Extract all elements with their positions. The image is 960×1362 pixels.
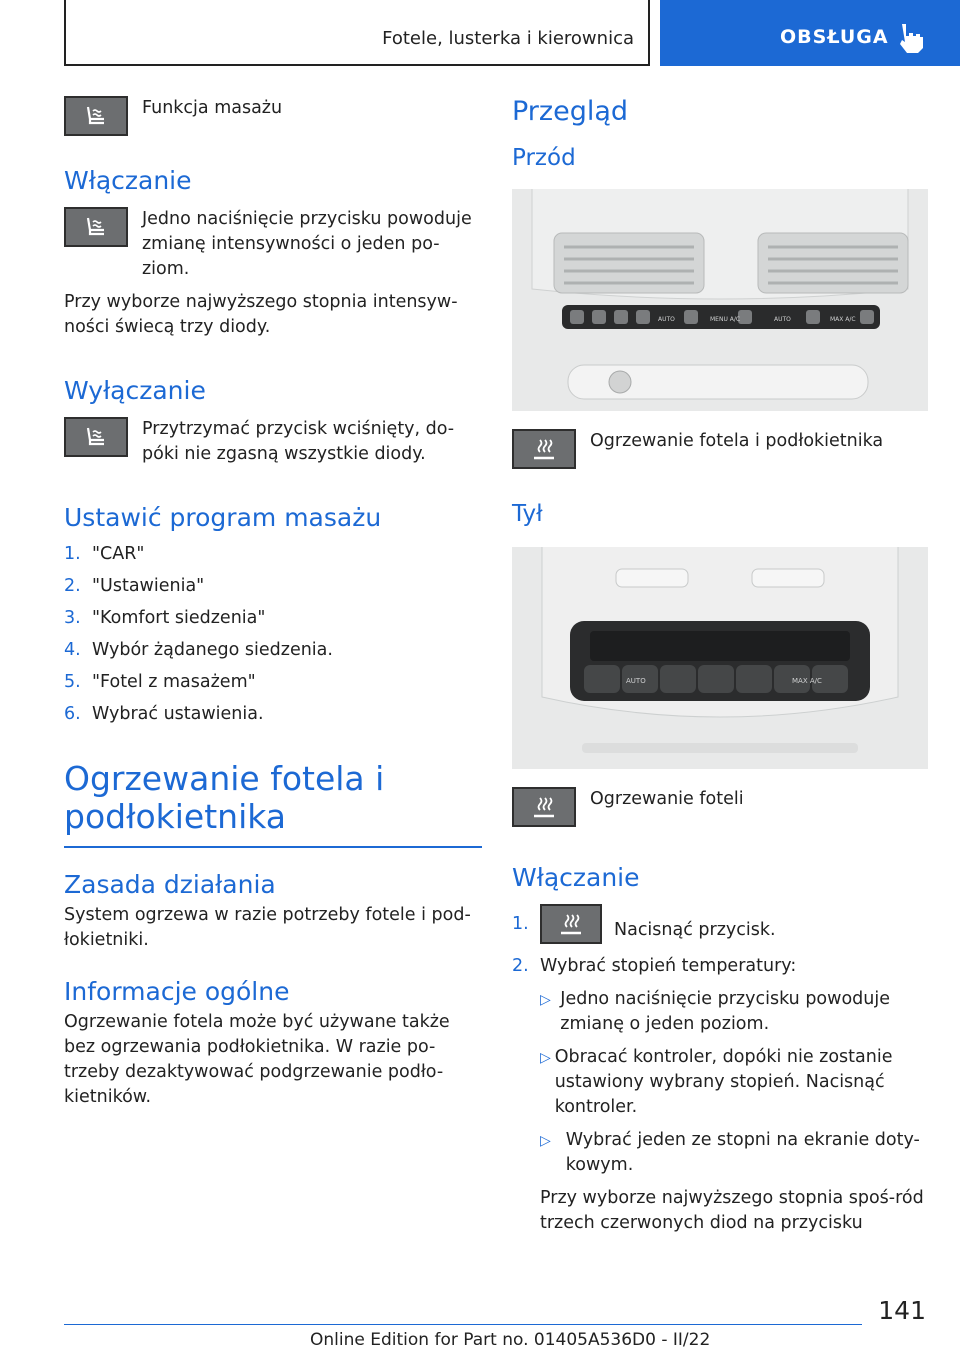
section-divider (64, 846, 482, 848)
program-heading: Ustawić program masażu (64, 503, 382, 532)
closing-text: Przy wyborze najwyższego stopnia spoś-ród trzech czerwonych diod na przycisku (540, 1188, 924, 1233)
page-number: 141 (878, 1296, 926, 1325)
step-text: "Ustawienia" (92, 576, 205, 596)
massage-button-icon (64, 207, 128, 247)
massage-button-icon (64, 96, 128, 136)
off-icon-row (64, 417, 482, 467)
list-item (540, 1045, 928, 1120)
step-text: Wybrać ustawienia. (92, 704, 264, 724)
massage-icon-row (64, 96, 482, 136)
front-console-illustration (512, 189, 928, 411)
footer-divider (64, 1324, 862, 1325)
step-number: 5. (64, 672, 81, 692)
rear-console-illustration (512, 547, 928, 769)
step-number: 2. (64, 576, 81, 596)
step-number: 1. (512, 914, 529, 934)
front-console-photo (512, 189, 928, 411)
general-text: Ogrzewanie fotela może być używane także bez ogrzewania podłokietnika. W razie po-trzeby dezaktywować podgrzewanie podło-kietników. (64, 1012, 450, 1107)
heating-heading-line-1: Ogrzewanie fotela i (64, 759, 385, 798)
front-heading: Przód (512, 145, 576, 171)
principle-text: System ogrzewa w razie potrzeby fotele i pod-łokietniki. (64, 905, 471, 950)
list-item (540, 1128, 928, 1178)
list-item (64, 634, 482, 666)
right-on-heading: Włączanie (512, 863, 640, 892)
front-panel-label: AUTO (774, 316, 791, 323)
triangle-bullet-icon: ▷ (540, 992, 551, 1008)
program-steps (64, 538, 482, 730)
chapter-tab-label: OBSŁUGA (780, 26, 889, 48)
step-text: "Komfort siedzenia" (92, 608, 266, 628)
off-text: Przytrzymać przycisk wciśnięty, do-póki nie zgasną wszystkie diody. (142, 419, 455, 464)
list-item (64, 538, 482, 570)
list-item (64, 570, 482, 602)
general-heading: Informacje ogólne (64, 977, 290, 1006)
list-item (64, 666, 482, 698)
seat-heating-button-icon (540, 904, 602, 944)
on-text: Jedno naciśnięcie przycisku powoduje zmianę intensywności o jeden po-ziom. (142, 209, 472, 279)
chapter-tab[interactable] (660, 0, 960, 66)
principle-heading: Zasada działania (64, 870, 276, 899)
seat-heating-button-icon (512, 429, 576, 469)
step-number: 2. (512, 956, 529, 976)
rear-console-photo (512, 547, 928, 769)
front-icon-label: Ogrzewanie fotela i podłokietnika (590, 431, 884, 451)
step-number: 3. (64, 608, 81, 628)
front-panel-label: MENU A/C (710, 316, 741, 323)
step-number: 4. (64, 640, 81, 660)
header-section-box (64, 0, 650, 66)
step-number: 6. (64, 704, 81, 724)
on-heading: Włączanie (64, 166, 192, 195)
off-heading: Wyłączanie (64, 376, 206, 405)
step-text: Wybór żądanego siedzenia. (92, 640, 333, 660)
list-item (64, 698, 482, 730)
section-title: Fotele, lusterka i kierownica (382, 28, 634, 49)
option-text: Obracać kontroler, dopóki nie zostanie ustawiony wybrany stopień. Nacisnąć kontroler. (554, 1047, 893, 1117)
option-list (540, 987, 928, 1236)
massage-icon-label: Funkcja masażu (142, 98, 283, 118)
on-note: Przy wyborze najwyższego stopnia intensyw-ności świecą trzy diody. (64, 292, 458, 337)
massage-button-icon (64, 417, 128, 457)
option-text: Wybrać jeden ze stopni na ekranie doty-kowym. (565, 1130, 920, 1175)
heating-heading-line-2: podłokietnika (64, 797, 287, 836)
front-icon-row (512, 429, 928, 469)
overview-heading: Przegląd (512, 96, 629, 127)
step-2 (512, 954, 928, 979)
rear-heading: Tył (512, 501, 543, 527)
on-icon-row (64, 207, 482, 282)
rear-panel-label: MAX A/C (792, 677, 822, 685)
hand-pointer-icon (896, 22, 926, 54)
front-panel-label: MAX A/C (830, 316, 856, 323)
list-item (64, 602, 482, 634)
front-panel-label: AUTO (658, 316, 675, 323)
step-1 (512, 904, 928, 944)
right-column (512, 96, 928, 1236)
list-item (540, 987, 928, 1037)
step-text: "Fotel z masażem" (92, 672, 256, 692)
rear-icon-label: Ogrzewanie foteli (590, 789, 744, 809)
triangle-bullet-icon: ▷ (540, 1133, 551, 1149)
step-number: 1. (64, 544, 81, 564)
edition-note: Online Edition for Part no. 01405A536D0 - II/22 (310, 1330, 711, 1350)
step-text: "CAR" (92, 544, 145, 564)
triangle-bullet-icon: ▷ (540, 1050, 551, 1066)
left-column (64, 96, 482, 1110)
rear-panel-label: AUTO (626, 677, 646, 685)
rear-icon-row (512, 787, 928, 827)
step-text: Nacisnąć przycisk. (614, 920, 776, 940)
seat-heating-button-icon (512, 787, 576, 827)
option-text: Jedno naciśnięcie przycisku powoduje zmianę o jeden poziom. (560, 989, 890, 1034)
step-text: Wybrać stopień temperatury: (540, 956, 797, 976)
